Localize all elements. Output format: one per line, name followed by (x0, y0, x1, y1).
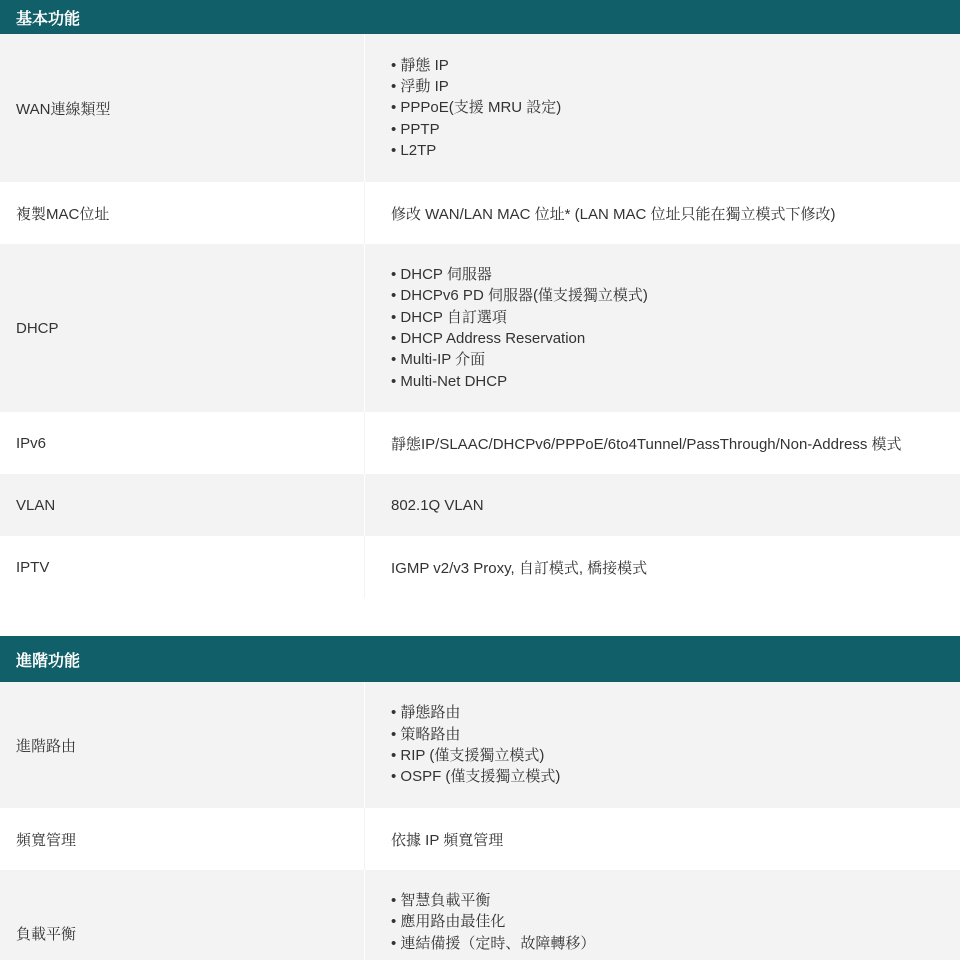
spec-row-load-balance (0, 870, 960, 960)
list-item: • L2TP (391, 140, 561, 161)
row-label: IPTV (16, 558, 50, 576)
list-item: • Multi-Net DHCP (391, 371, 648, 392)
section-header (0, 0, 960, 34)
list-item: • DHCP 自訂選項 (391, 307, 648, 328)
spec-row-mac-clone (0, 182, 960, 244)
list-item: • Multi-IP 介面 (391, 349, 648, 370)
list-item: • DHCP Address Reservation (391, 328, 648, 349)
row-value: IGMP v2/v3 Proxy, 自訂模式, 橋接模式 (364, 536, 960, 598)
spec-row-ipv6 (0, 412, 960, 474)
row-value (364, 34, 960, 182)
list-item: • 靜態路由 (391, 702, 560, 723)
row-value (364, 682, 960, 808)
row-label: 頻寬管理 (16, 831, 77, 849)
row-value: 修改 WAN/LAN MAC 位址* (LAN MAC 位址只能在獨立模式下修改) (364, 182, 960, 244)
row-value (364, 244, 960, 412)
spec-row-wan-type (0, 34, 960, 182)
list-item: • RIP (僅支援獨立模式) (391, 745, 560, 766)
spec-row-advanced-routing (0, 682, 960, 808)
section-title: 進階功能 (16, 652, 81, 670)
list-item: • 浮動 IP (391, 76, 561, 97)
bullet-list (391, 702, 560, 787)
section-spacer (0, 598, 960, 636)
list-item: • 智慧負載平衡 (391, 890, 595, 911)
section-header (0, 636, 960, 682)
bullet-list (391, 55, 561, 161)
list-item: • 應用路由最佳化 (391, 911, 595, 932)
row-label: 進階路由 (0, 682, 364, 808)
list-item: • DHCP 伺服器 (391, 264, 648, 285)
spec-row-vlan (0, 474, 960, 536)
bullet-list (391, 264, 648, 392)
row-value: 靜態IP/SLAAC/DHCPv6/PPPoE/6to4Tunnel/PassThrough/Non-Address 模式 (364, 412, 960, 474)
spec-row-bandwidth (0, 808, 960, 870)
spec-row-dhcp (0, 244, 960, 412)
spec-row-iptv (0, 536, 960, 598)
row-label: WAN連線類型 (0, 34, 364, 182)
list-item: • 策略路由 (391, 724, 560, 745)
row-label: 複製MAC位址 (16, 205, 110, 223)
row-label: DHCP (0, 244, 364, 412)
section-advanced (0, 636, 960, 960)
list-item: • 連結備援（定時、故障轉移） (391, 933, 595, 954)
list-item: • 靜態 IP (391, 55, 561, 76)
row-label: 負載平衡 (0, 870, 364, 960)
list-item: • PPPoE(支援 MRU 設定) (391, 97, 561, 118)
bullet-list (391, 890, 595, 954)
row-label: IPv6 (16, 434, 47, 452)
list-item: • OSPF (僅支援獨立模式) (391, 766, 560, 787)
list-item: • DHCPv6 PD 伺服器(僅支援獨立模式) (391, 285, 648, 306)
row-label: VLAN (0, 474, 364, 536)
list-item: • PPTP (391, 119, 561, 140)
row-value: 802.1Q VLAN (364, 474, 960, 536)
row-value: 依據 IP 頻寬管理 (364, 808, 960, 870)
row-value (364, 870, 960, 960)
section-title: 基本功能 (16, 10, 81, 28)
